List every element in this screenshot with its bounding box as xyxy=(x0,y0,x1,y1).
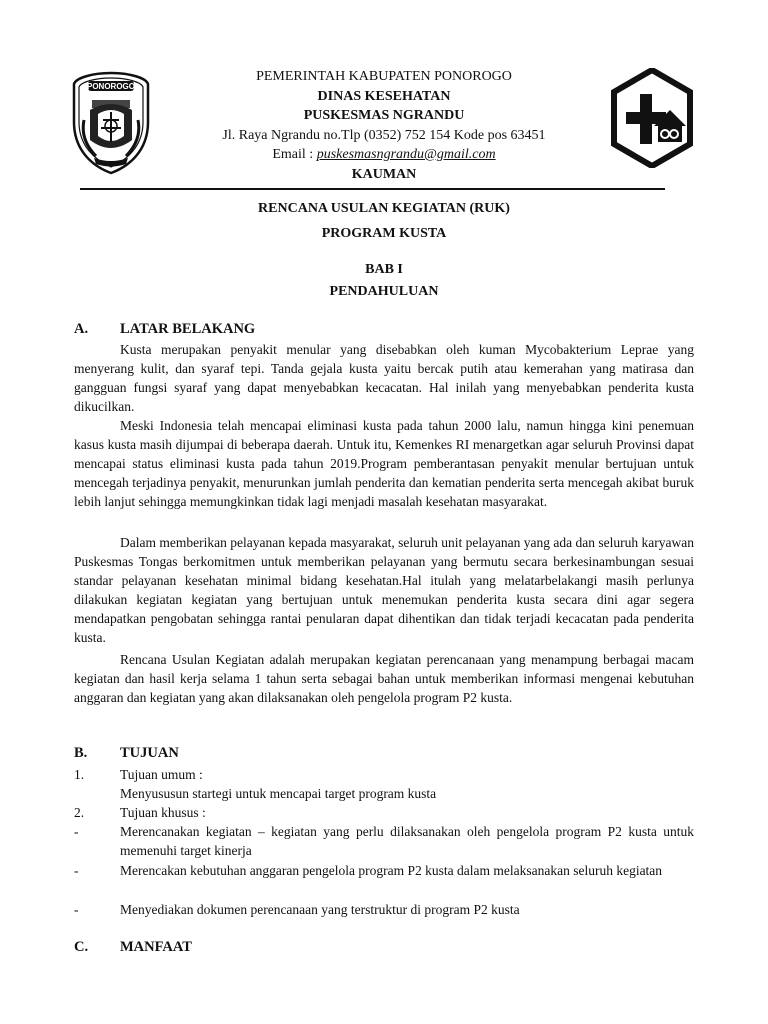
paragraph: Kusta merupakan penyakit menular yang disebabkan oleh kuman Mycobakterium Leprae yang menyerang kulit, dan syaraf tepi. Tanda gejala kusta yaitu bercak putih atau kemerahan yang matirasa dan gangguan fungsi syaraf yang dapat menyebabkan kecacatan. Hal inilah yang menyebabkan penderita kusta dikucilkan. xyxy=(74,342,694,414)
list-marker: 2. xyxy=(74,805,85,820)
section-title: LATAR BELAKANG xyxy=(120,321,256,337)
list-item xyxy=(74,784,694,803)
chapter-number: BAB I xyxy=(365,262,403,277)
chapter-title: PENDAHULUAN xyxy=(329,284,439,299)
document-subtitle: PROGRAM KUSTA xyxy=(321,226,447,241)
list-marker: 1. xyxy=(74,767,85,782)
header-location: KAUMAN xyxy=(351,167,417,182)
paragraph: Meski Indonesia telah mencapai eliminasi kusta pada tahun 2000 lalu, namun hingga kini penemuan kasus kusta masih dijumpai di beberapa daerah. Untuk itu, Kemenkes RI menargetkan agar seluruh Provinsi dapat mencapai status eliminasi kusta pada tahun 2019.Program pemberantasan penyakit menular bertujuan untuk mencegah terjadinya penyakit, menurunkan jumlah penderita dan kematian penderita serta mencegah akibat buruk lebih lanjut sehingga memungkinkan tidak lagi menjadi masalah kesehatan masyarakat. xyxy=(74,418,694,509)
paragraph: Dalam memberikan pelayanan kepada masyarakat, seluruh unit pelayanan yang ada dan seluruh karyawan Puskesmas Tongas berkomitmen untuk memberikan pelayanan yang bermutu secara berkesinambungan sesuai standar pelayanan kesehatan minimal bidang kesehatan.Hal itulah yang melatarbelakangi masih perlunya dilakukan kegiatan kegiatan yang bertujuan untuk menemukan penderita kusta secara dini agar segera mendapatkan pengobatan sehingga rantai penularan dapat dihentikan dan tidak terjadi kecacatan pada penderita kusta. xyxy=(74,535,694,645)
list-item-text: Menyediakan dokumen perencanaan yang terstruktur di program P2 kusta xyxy=(120,902,520,917)
section-a-heading xyxy=(74,319,255,339)
section-letter: B. xyxy=(74,745,88,761)
ponorogo-seal-logo xyxy=(70,70,152,176)
header-address: Jl. Raya Ngrandu no.Tlp (0352) 752 154 Kode pos 63451 xyxy=(222,128,546,143)
header-puskesmas-name: PUSKESMAS NGRANDU xyxy=(303,108,465,123)
letterhead-divider xyxy=(80,188,665,190)
list-item xyxy=(74,803,694,822)
section-b-heading xyxy=(74,743,179,763)
section-letter: A. xyxy=(74,321,89,337)
paragraph: Rencana Usulan Kegiatan adalah merupakan kegiatan perencanaan yang menampung berbagai macam kegiatan dan hasil kerja selama 1 tahun serta sebagai bahan untuk memberikan informasi mengenai kebutuhan anggaran dan kegiatan yang akan dilaksanakan oleh pengelola program P2 kusta. xyxy=(74,652,694,705)
list-item xyxy=(74,822,694,860)
list-marker: - xyxy=(74,902,79,917)
list-item-text: Tujuan khusus : xyxy=(120,805,206,820)
list-marker: - xyxy=(74,824,79,839)
list-item xyxy=(74,765,694,784)
section-title: MANFAAT xyxy=(120,939,192,955)
header-email-line xyxy=(160,145,608,165)
document-title: RENCANA USULAN KEGIATAN (RUK) xyxy=(258,201,510,216)
email-label: Email : xyxy=(272,147,317,162)
section-c-heading xyxy=(74,937,192,957)
list-item-text: Merencakan kebutuhan anggaran pengelola program P2 kusta dalam melaksanakan seluruh kegiatan xyxy=(120,863,663,878)
list-marker: - xyxy=(74,863,79,878)
header-government-name: PEMERINTAH KABUPATEN PONOROGO xyxy=(256,69,512,84)
list-item-text: Menyususun startegi untuk mencapai target program kusta xyxy=(120,786,437,801)
section-title: TUJUAN xyxy=(120,745,179,761)
svg-text:PONOROGO: PONOROGO xyxy=(86,82,136,91)
header-department: DINAS KESEHATAN xyxy=(317,89,451,104)
email-link[interactable]: puskesmasngrandu@gmail.com xyxy=(316,147,496,162)
list-item-text: Merencanakan kegiatan – kegiatan yang perlu dilaksanakan oleh pengelola program P2 kusta untuk memenuhi target kinerja xyxy=(120,824,694,858)
list-item xyxy=(74,900,694,919)
puskesmas-logo xyxy=(610,68,694,168)
section-letter: C. xyxy=(74,939,89,955)
list-item xyxy=(74,861,694,880)
list-item-text: Tujuan umum : xyxy=(120,767,203,782)
